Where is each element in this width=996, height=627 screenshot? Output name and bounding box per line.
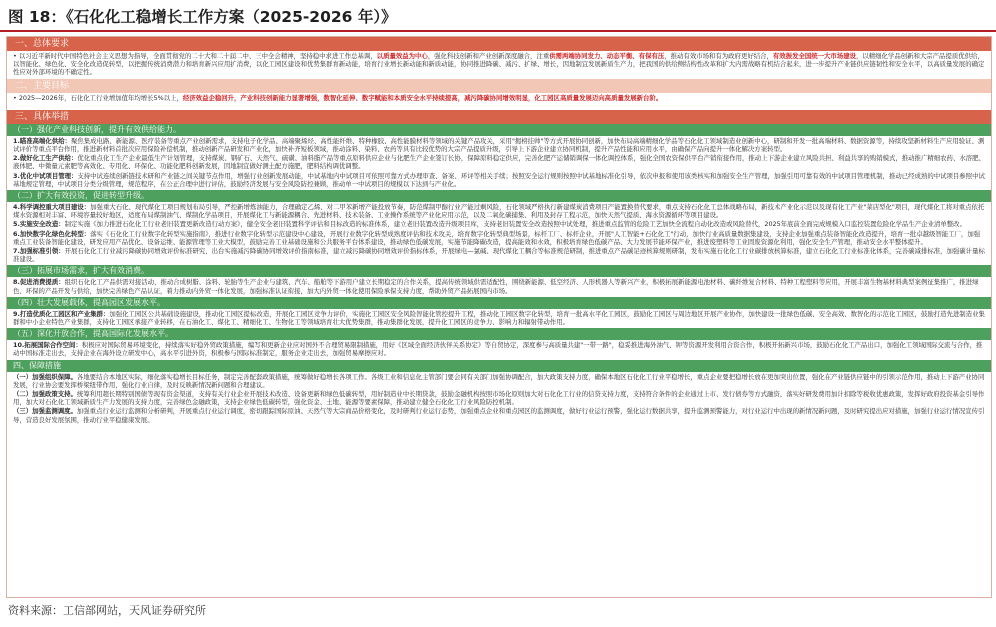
subsection-header-1: （一）强化产业科技创新，提升有效供给能力。 — [7, 124, 991, 136]
subsection-body-3 — [7, 277, 991, 296]
item-heading: 6.加快数字化绿色化转型： — [13, 229, 91, 238]
body-text: 加强重大石化、现代煤化工项目规划布局引导，严控新增炼油能力，合理确定乙烯、对二甲苯新增产能投放节奏，防范煤制甲醇行业产能过剩风险，石化领域严格执行新建煤炭消费项目产能置换替代要求，重点支持石化化工总体战略布局，新技术产业化示范以及现有化工产业"菜店型化"项目，现代煤化工将对重点依托煤水资源相对丰富、环境容量较好地区，适度布局煤制油气、煤制化学品项目，开展煤化工与新能源耦合、先进材料、技术装备、工业操作系统等产业化应用示范，以及二氧化碳捕集、利用及封存工程示范，加快天然气提质、海水资源循环等项目建设。 — [13, 203, 985, 220]
section-header-safeguards: 四、保障措施 — [7, 360, 991, 372]
subsection-body-5 — [7, 340, 991, 359]
item-heading: 9.打造优质化工园区和产业集群： — [13, 309, 110, 318]
measure-item — [13, 373, 985, 389]
subsection-body-4 — [7, 309, 991, 328]
body-text: 加强重点行业运行监测和分析研判，开展重点行业运行调度，密切跟踪国际原油、天然气等大宗商品价格变化，及时研判行业运行态势，加强重点企业和重点园区的监测调度，做好行业运行预警，强化运行数据共享，提升监测预警能力，对行业运行中出现的新情况新问题，及时研究提出应对措施，加强行业运行情况宣传引导，营造良好发展氛围，推动行业平稳健康发展。 — [13, 407, 985, 424]
measure-item — [13, 310, 985, 326]
section-header-general: 一、总体要求 — [7, 37, 991, 51]
measure-item — [13, 278, 985, 294]
subsection-header-3: （三）拓展市场需求，扩大有效消费。 — [7, 265, 991, 277]
measure-item — [13, 247, 985, 263]
section-body-safeguards — [7, 372, 991, 426]
body-text: 组织石化化工产品供需对接活动，推动合成树脂、涂料、轮胎等生产企业与建筑、汽车、船舶等下游用户建立长期稳定的合作关系，提高传统领域供需适配性，围绕新能源、低空经济、人形机器人等新兴产业，积极拓展新能源电池材料、碳纤维复合材料、特种工程塑料等应用，开展丰富生物基材料典型案例征集推广，推进绿色、环保的产品开发与供给，加快完善绿色产品认证，着力推动内外贸一体化发展，加强标准认证衔接，加大内外贸一体化使用保险承保支持力度，帮助外贸产品拓展国内市场。 — [13, 278, 979, 295]
measure-item — [13, 341, 985, 357]
body-text: 以习近平新时代中国特色社会主义思想为指导，全面贯彻党的二十大和二十届二中、三中全会精神，坚持稳中求进工作总基调， — [18, 52, 377, 60]
section-header-measures: 三、具体举措 — [7, 110, 991, 124]
section-body-goals — [7, 93, 991, 104]
subsection-header-2: （二）扩大有效投资，促进转型升级。 — [7, 190, 991, 202]
body-text: 积极应对国际贸易环境变化，持续落实好稳外贸政策措施，编写和更新企业应对国外不合理贸易限制措施，用好《区域全面经济伙伴关系协定》等自贸协定，深度参与高质量共建"一带一路"，稳妥推进海外油气、钾等资源开发利用合资合作，积极开拓新兴市场，鼓励石化化工产品出口，加强化工领域国际交流与合作，推动中国标准走出去，支持企业在海外设立研发中心，高水平引进外资，积极参与国际标准制定，服务企业走出去，加强贸易摩擦应对。 — [13, 341, 983, 358]
highlight-text: 以质量效益为中心 — [376, 52, 428, 60]
item-heading: 2.做好化工生产供给： — [13, 154, 78, 163]
subsection-body-1 — [7, 136, 991, 190]
item-heading: （三）加强监测调度。 — [13, 407, 77, 416]
body-text: 统筹利用超长期特别国债等现有资金渠道，支持有关行业企业开展技术改造、设备更新和绿色低碳转型，用好制造业中长期贷款，鼓励金融机构按照市场化原则加大对石化化工行业的信贷支持力度，支持符合条件的企业通过上市、发行债券等方式融资，落实好研发费用加计扣除等税收优惠政策，发挥好政府投资基金引导作用，加大对石化化工领域新质生产力发展的支持力度，完善绿色金融政策，支持企业绿色低碳转型，强化资金、土地、能源等要素保障，推动建立健全石化化工行业风险防控机制。 — [13, 390, 985, 407]
body-text: 聚焦集成电路、新能源、医疗装备等重点产业创新需求，支持电子化学品、高端聚烯烃、高性能纤维、特种橡胶、高性能膜材料等领域的关键产品攻关，采用"揭榜挂帅"等方式开展协同创新，加快布局高端精细化学品等石化化工领域制造业创新中心，研制和开发一批高端材料、数据资源等，持续攻坚新材料生产应用验证、测试评价等重点平台作用，推进新材料首批次应用保险补偿机制，推动创新产品研发和产业化，加快补齐短板领域，推动涂料、染料、农药等具有比较优势的大宗产品提质升级，引导上下游企业建立协同机制，提升产品性能和应用水平，由确保产品向提升一体化解决方案转型。 — [13, 136, 985, 154]
item-heading: 8.促进消费提质： — [13, 278, 65, 287]
section-body-general — [7, 51, 991, 79]
item-heading: 1.瞄准高端化供给： — [13, 136, 71, 145]
figure-title: 图 18：《石化化工稳增长工作方案（2025-2026 年）》 — [8, 8, 397, 26]
body-text: 加强化工园区公共基础设施建设，推动化工园区提标改造，开展化工园区竞争力评价，实施化工园区安全风险智能化管控提升工程，推动化工园区数字化转型，培育一批高水平化工园区，鼓励化工园区与周边地区开展产业协作，加快建设一批绿色低碳、安全高效、数智化的示范化工园区，鼓励打造先进制造业集群和中小企业特色产业集群，支持化工园区承接产业转移，在石油化工、煤化工、精细化工、生物化工等领域培育壮大优势集群，推动集群化发展，提升化工园区的竞争力、影响力和辐射带动作用。 — [13, 309, 985, 327]
subsection-header-4: （四）壮大发展载体，提高园区发展水平。 — [7, 297, 991, 309]
body-text: 优化重点化工生产企业最低生产计划管理，支持煤炭、钢矿石、天然气、硫磺、油料脂产品等重点原料供应企业与化肥生产企业签订长协，保障原料稳定供应，完善化肥产运储销调保一体化调控体系，强化全国农资保供平台产销衔接作用，推动上下游企业建立风险共担、利益共享的购销模式，推动推广精细农药、水溶肥、液体肥、中微量元素肥等高效化、专用化、环保化、功能化肥料创新发展，因地制宜做好测土配方施肥，肥料结构调优调整。 — [13, 154, 985, 171]
item-heading: 5.实施安全改造： — [13, 220, 65, 229]
highlight-text: 有效振发全国统一大市场建设 — [772, 52, 856, 60]
item-heading: （一）加强组织保障。 — [13, 372, 77, 381]
body-text: 开展石化化工行业减污降碳协同增效评价标准研究，出台实施减污降碳协同增效评价指南标准，建立减污降碳协同增效评价指标体系，开展绿电—氯碱、现代煤化工耦合等标准规范研制，推进重点产品碳足迹核算规则研制，发布实施石化化工行业碳排放核算标准，建立石化化工行业标准化体系，完善碳减排标准，加强碳计量标准建设。 — [13, 247, 985, 264]
subsection-header-5: （五）深化开放合作，提高国际化发展水平。 — [7, 328, 991, 340]
measure-item — [13, 203, 985, 219]
item-heading: 7.加强标准引领： — [13, 247, 65, 256]
item-heading: 3.优化中试项目管理： — [13, 171, 78, 180]
measure-item — [13, 390, 985, 406]
measure-item — [13, 230, 985, 246]
measure-item — [13, 154, 985, 170]
highlight-text: 供需两端协同发力、动态平衡、有保有压 — [549, 52, 665, 60]
title-divider — [0, 30, 996, 32]
paragraph: • 2025—2026年，石化化工行业增加值年均增长5%以上，经济效益企稳回升，产业科技创新能力显著增强，数智化延伸、数字赋能和本质安全水平持续提高，减污降碳协同增效明显，化工园区高质量发展迈向高质量发展新台阶。 — [13, 93, 663, 102]
item-heading: 4.科学调控重大项目建设： — [13, 203, 91, 212]
item-heading: 10.拓展国际合作空间： — [13, 341, 82, 350]
subsection-body-2 — [7, 202, 991, 265]
source-note: 资料来源：工信部网站，天风证券研究所 — [8, 604, 206, 617]
body-text: ，强化科技创新和产业创新深度融合，注重 — [427, 52, 550, 60]
body-text: 2025—2026年，石化化工行业增加值年均增长5%以上， — [18, 93, 183, 102]
measure-item — [13, 220, 985, 228]
item-heading: （二）加强政策支持。 — [13, 390, 77, 399]
measure-item — [13, 407, 985, 423]
measure-item — [13, 172, 985, 188]
body-text: 制定实施《加力推进石化化工行业老旧装置更新改造行动方案》，健全安全老旧装置科学评估和目标改造的标准体系，建立老旧装置改造升级项目库，支持老旧装置安全改造按照中试处理，推进重点监管的危险工艺加快全流程自动化改造或风险替代，2025年底前全面完成规模入口监控装置危险化学品生产企业清单整改。 — [64, 220, 966, 229]
section-header-goals: 二、主要目标 — [7, 79, 991, 93]
body-text: ，推动有效市场和有为政府更好结合， — [664, 52, 773, 60]
body-text: ，以精细化学品创新和大宗产品提质优供给，以智能化、绿色化、安全化改造促转型，以把握传统消费潜力和培育新兴应用扩消费，以化工园区建设和优势集群育新动能，培育行业增长新动能和新质动能，协同推进降碳、减污、扩绿、增长，因地制宜发展新质生产力，把我国的供给侧结构性改革和扩大内需战略有机结合起来，进一步提升产业链供应链韧性和安全水平，以高质量发展的确定性应对外部环境的不确定性。 — [13, 52, 985, 77]
body-text: 支持中试连续创新链技术研和产业链之间关键节点作用，增强行业创新发展动能，中试基地内中试项目可依照可靠方式办理审查、备案、环评等相关手续；按照安全运行规则按照中试基地标准化引导，依次申报和使用该类核实和加强安全生产管理，加强引用可靠有效的中试项目管理机制，推动已经成熟的中试项目参照中试基地规定管理，中试项目分类分级管理，规范程序，在公正合理中进行评估，鼓励经济发展与安全风险防控兼顾，推动单一中试项目的规模以下达到与产业化。 — [13, 171, 985, 188]
paragraph: • 以习近平新时代中国特色社会主义思想为指导，全面贯彻党的二十大和二十届二中、三中全会精神，坚持稳中求进工作总基调，以质量效益为中心，强化科技创新和产业创新深度融合，注重供需两端协同发力、动态平衡、有保有压，推动有效市场和有为政府更好结合，有效振发全国统一大市场建设，以精细化学品创新和大宗产品提质优供给，以智能化、绿色化、安全化改造促转型，以把握传统消费潜力和培育新兴应用扩消费，以化工园区建设和优势集群育新动能，培育行业增长新动能和新质动能，协同推进降碳、减污、扩绿、增长，因地制宜发展新质生产力，把我国的供给侧结构性改革和扩大内需战略有机结合起来，进一步提升产业链供应链韧性和安全水平，以高质量发展的确定性应对外部环境的不确定性。 — [13, 52, 985, 77]
policy-table — [6, 36, 992, 598]
highlight-text: 经济效益企稳回升，产业科技创新能力显著增强，数智化延伸、数字赋能和本质安全水平持续提高，减污降碳协同增效明显，化工园区高质量发展迈向高质量发展新台阶。 — [182, 93, 663, 102]
measure-item — [13, 137, 985, 153]
body-text: 落实《石化化工行业数字化转型实施指南》，推进行业数字化转型示范建设中心建设，开展行业数字化转型成熟度评估和技术攻关，培育数字化转型典型场景，标杆工厂、标杆企业，开展"人工智能+石化化工"行动，加快行业高质量数据集建设，支持企业加强重点装备智能化改造提升，培育一批卓越级智能工厂，加强重点工业装备智能化建设，研发应用产品优化、设备运维、能源管理等工业大模型，鼓励完善工业基础设施和公共服务平台体系建设，推动绿色低碳发展，实施节能降碳改造，提高能效和水效，积极培育绿色低碳产品、大力发展节能环保产业，推进废塑料等工业固废资源化利用，强化安全生产管理，推动安全水平整体提升。 — [13, 229, 981, 246]
body-text: 各地要结合本地区实际，细化落实稳增长目标任务，制定完善配套政策措施，统筹做好稳增长各项工作。各级工业和信息化主管部门要会同有关部门加强协调配合，加大政策支持力度，确保本地区石化化工行业平稳增长，重点企业要把稳增长放在更加突出位置，强化在产业链供应链中的引领示范作用，推动上下游产业协同发展，行业协会要发挥桥梁纽带作用，强化行业自律，及时反映新情况新问题和合理建议。 — [13, 372, 985, 389]
